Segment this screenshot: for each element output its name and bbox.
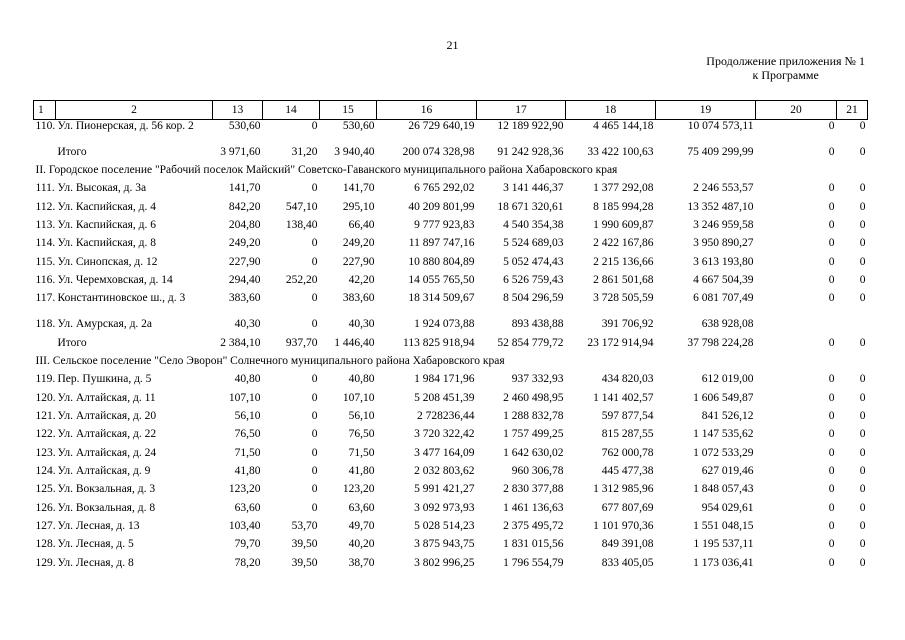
- row-number: 111.: [35, 182, 55, 195]
- value-cell: 530,60: [228, 120, 261, 132]
- row-number: 122.: [35, 428, 56, 441]
- appendix-caption: [706, 54, 865, 82]
- value-cell: 3 802 996,25: [414, 556, 475, 569]
- table-row: [34, 447, 868, 465]
- table-row: [34, 392, 868, 410]
- value-cell: 252,20: [285, 273, 318, 286]
- value-cell: 39,50: [291, 556, 318, 569]
- value-cell: 40,80: [348, 373, 375, 386]
- row-number: [34, 337, 56, 355]
- address-cell: Ул. Алтайская, д. 20: [57, 409, 157, 422]
- value-cell: 0: [859, 483, 866, 496]
- table-row: [34, 182, 868, 200]
- value-cell: 0: [828, 145, 835, 158]
- value-cell: 2 375 495,72: [503, 520, 564, 533]
- value-cell: 1 757 499,25: [503, 428, 564, 441]
- value-cell: 0: [859, 391, 866, 404]
- table-row: [34, 237, 868, 255]
- value-cell: 0: [828, 428, 835, 441]
- row-number: 117.: [35, 292, 56, 305]
- value-cell: 1 642 630,02: [503, 446, 564, 459]
- value-cell: 0: [311, 409, 318, 422]
- value-cell: 0: [311, 318, 318, 331]
- value-cell: 8 504 296,59: [503, 292, 564, 305]
- value-cell: 107,10: [228, 391, 261, 404]
- value-cell: 5 028 514,23: [414, 520, 475, 533]
- value-cell: 3 950 890,27: [693, 237, 754, 250]
- value-cell: 6 765 292,02: [414, 182, 475, 195]
- row-number: 127.: [35, 520, 56, 533]
- table-row: [34, 557, 868, 575]
- address-cell: Ул. Каспийская, д. 4: [57, 200, 157, 213]
- value-cell: 123,20: [228, 483, 261, 496]
- section-title: III. Сельское поселение "Село Эворон" Солнечного муниципального района Хабаровского края: [35, 354, 505, 367]
- value-cell: 1 312 985,96: [593, 483, 654, 496]
- table-row: [34, 538, 868, 556]
- value-cell: 0: [859, 520, 866, 533]
- value-cell: 63,60: [348, 501, 375, 514]
- value-cell: 123,20: [342, 483, 375, 496]
- table-row: [34, 410, 868, 428]
- value-cell: 294,40: [228, 273, 261, 286]
- value-cell: 0: [859, 237, 866, 250]
- value-cell: 0: [828, 120, 835, 132]
- value-cell: 383,60: [228, 292, 261, 305]
- row-number: 113.: [35, 218, 56, 231]
- address-cell: Ул. Высокая, д. 3а: [57, 182, 147, 195]
- value-cell: 0: [828, 255, 835, 268]
- column-header: 17: [477, 101, 566, 120]
- value-cell: 138,40: [285, 218, 318, 231]
- value-cell: 2 830 377,88: [503, 483, 564, 496]
- value-cell: 1 984 171,96: [414, 373, 475, 386]
- row-number: 124.: [35, 465, 56, 477]
- table-row: [34, 256, 868, 274]
- value-cell: 0: [859, 255, 866, 268]
- column-header: 16: [377, 101, 477, 120]
- value-cell: 0: [859, 336, 866, 349]
- value-cell: 40,20: [348, 538, 375, 551]
- page-number: 21: [446, 38, 459, 52]
- value-cell: 530,60: [342, 120, 375, 132]
- value-cell: 13 352 487,10: [687, 200, 754, 213]
- value-cell: 1 173 036,41: [693, 556, 754, 569]
- value-cell: 41,80: [348, 465, 375, 477]
- value-cell: 10 074 573,11: [687, 120, 754, 132]
- section-row: [34, 164, 868, 182]
- value-cell: 3 720 322,42: [414, 428, 475, 441]
- value-cell: 11 897 747,16: [408, 237, 475, 250]
- table-header-row: [34, 101, 868, 120]
- value-cell: 0: [828, 182, 835, 195]
- value-cell: 1 990 609,87: [593, 218, 654, 231]
- value-cell: 4 465 144,18: [593, 120, 654, 132]
- value-cell: 78,20: [234, 556, 261, 569]
- value-cell: 2 032 803,62: [414, 465, 475, 477]
- address-cell: Ул. Алтайская, д. 11: [57, 391, 156, 404]
- value-cell: 3 613 193,80: [693, 255, 754, 268]
- value-cell: 0: [828, 409, 835, 422]
- value-cell: 227,90: [342, 255, 375, 268]
- address-cell: Ул. Пионерская, д. 56 кор. 2: [57, 120, 194, 132]
- table-row: [34, 483, 868, 501]
- row-number: 125.: [35, 483, 56, 496]
- value-cell: 38,70: [348, 556, 375, 569]
- value-cell: 66,40: [348, 218, 375, 231]
- row-number: 119.: [35, 373, 56, 386]
- value-cell: 40,80: [234, 373, 261, 386]
- value-cell: 2 460 498,95: [503, 391, 564, 404]
- value-cell: 0: [859, 182, 866, 195]
- value-cell: 0: [859, 273, 866, 286]
- row-number: [34, 146, 56, 164]
- column-header: 19: [656, 101, 756, 120]
- value-cell: 1 606 549,87: [693, 391, 754, 404]
- value-cell: 33 422 100,63: [587, 145, 654, 158]
- value-cell: 0: [859, 428, 866, 441]
- row-number: 128.: [35, 538, 56, 551]
- value-cell: 1 924 073,88: [414, 318, 475, 331]
- value-cell: 76,50: [234, 428, 261, 441]
- value-cell: 49,70: [348, 520, 375, 533]
- value-cell: 849 391,08: [601, 538, 654, 551]
- value-cell: 1 848 057,43: [693, 483, 754, 496]
- value-cell: 26 729 640,19: [408, 120, 475, 132]
- value-cell: 3 477 164,09: [414, 446, 475, 459]
- address-cell: Ул. Каспийская, д. 8: [57, 237, 157, 250]
- value-cell: 79,70: [234, 538, 261, 551]
- value-cell: 937,70: [285, 336, 318, 349]
- column-header: 18: [566, 101, 656, 120]
- value-cell: 1 551 048,15: [693, 520, 754, 533]
- value-cell: 295,10: [342, 200, 375, 213]
- value-cell: 0: [311, 465, 318, 477]
- row-number: 115.: [35, 255, 56, 268]
- value-cell: 445 477,38: [601, 465, 654, 477]
- value-cell: 0: [311, 483, 318, 496]
- program-table: [33, 100, 868, 575]
- table-row: [34, 219, 868, 237]
- address-cell: Ул. Черемховская, д. 14: [57, 273, 173, 286]
- section-row: [34, 355, 868, 373]
- value-cell: 2 384,10: [220, 336, 261, 349]
- value-cell: 8 185 994,28: [593, 200, 654, 213]
- address-cell: Ул. Вокзальная, д. 3: [57, 483, 156, 496]
- value-cell: 0: [859, 465, 866, 477]
- value-cell: 0: [828, 292, 835, 305]
- value-cell: 0: [311, 446, 318, 459]
- value-cell: 23 172 914,94: [587, 336, 654, 349]
- value-cell: 0: [828, 373, 835, 386]
- value-cell: 841 526,12: [701, 409, 754, 422]
- value-cell: 0: [859, 200, 866, 213]
- value-cell: 37 798 224,28: [687, 336, 754, 349]
- value-cell: 200 074 328,98: [402, 145, 475, 158]
- value-cell: 547,10: [285, 200, 318, 213]
- value-cell: 0: [859, 538, 866, 551]
- address-cell: Пер. Пушкина, д. 5: [57, 373, 152, 386]
- value-cell: 434 820,03: [601, 373, 654, 386]
- value-cell: 141,70: [342, 182, 375, 195]
- table-row: [34, 292, 868, 318]
- row-number: 118.: [35, 318, 56, 331]
- appendix-caption-line-1: Продолжение приложения № 1: [706, 54, 865, 68]
- value-cell: 53,70: [291, 520, 318, 533]
- value-cell: 1 461 136,63: [503, 501, 564, 514]
- value-cell: 76,50: [348, 428, 375, 441]
- value-cell: 10 880 804,89: [408, 255, 475, 268]
- value-cell: 3 092 973,93: [414, 501, 475, 514]
- section-title: II. Городское поселение "Рабочий поселок Майский" Советско-Гаванского муниципального района Хабаровского края: [35, 163, 618, 176]
- value-cell: 5 991 421,27: [414, 483, 475, 496]
- address-cell: Ул. Лесная, д. 8: [57, 556, 134, 569]
- value-cell: 0: [311, 292, 318, 305]
- value-cell: 0: [828, 538, 835, 551]
- value-cell: 40,30: [348, 318, 375, 331]
- value-cell: 0: [828, 483, 835, 496]
- address-cell: Ул. Вокзальная, д. 8: [57, 501, 156, 514]
- value-cell: 71,50: [348, 446, 375, 459]
- value-cell: 762 000,78: [601, 446, 654, 459]
- value-cell: 42,20: [348, 273, 375, 286]
- value-cell: 1 446,40: [334, 336, 375, 349]
- value-cell: 391 706,92: [601, 318, 654, 331]
- value-cell: 0: [828, 501, 835, 514]
- value-cell: 0: [828, 556, 835, 569]
- value-cell: 4 667 504,39: [693, 273, 754, 286]
- table-row: [34, 428, 868, 446]
- value-cell: 0: [859, 409, 866, 422]
- value-cell: 3 940,40: [334, 145, 375, 158]
- value-cell: 1 101 970,36: [593, 520, 654, 533]
- value-cell: 3 141 446,37: [503, 182, 564, 195]
- value-cell: 833 405,05: [601, 556, 654, 569]
- value-cell: 612 019,00: [701, 373, 754, 386]
- value-cell: 0: [311, 255, 318, 268]
- value-cell: 0: [859, 556, 866, 569]
- value-cell: 14 055 765,50: [408, 273, 475, 286]
- value-cell: 597 877,54: [601, 409, 654, 422]
- value-cell: 41,80: [234, 465, 261, 477]
- row-number: 126.: [35, 501, 56, 514]
- value-cell: 0: [311, 391, 318, 404]
- value-cell: [837, 318, 868, 336]
- value-cell: 0: [828, 218, 835, 231]
- value-cell: 677 807,69: [601, 501, 654, 514]
- address-cell: Ул. Каспийская, д. 6: [57, 218, 157, 231]
- value-cell: 0: [859, 446, 866, 459]
- column-header: 15: [320, 101, 377, 120]
- value-cell: 3 246 959,58: [693, 218, 754, 231]
- value-cell: 39,50: [291, 538, 318, 551]
- value-cell: 638 928,08: [701, 318, 754, 331]
- value-cell: 91 242 928,36: [497, 145, 564, 158]
- value-cell: 960 306,78: [511, 465, 564, 477]
- total-label: Итого: [57, 336, 87, 349]
- value-cell: 1 147 535,62: [693, 428, 754, 441]
- value-cell: 0: [311, 373, 318, 386]
- value-cell: 1 831 015,56: [503, 538, 564, 551]
- value-cell: 103,40: [228, 520, 261, 533]
- value-cell: 0: [828, 391, 835, 404]
- value-cell: 2 246 553,57: [693, 182, 754, 195]
- value-cell: 0: [859, 501, 866, 514]
- value-cell: 0: [859, 373, 866, 386]
- value-cell: [756, 318, 837, 336]
- value-cell: 0: [828, 446, 835, 459]
- row-number: 123.: [35, 446, 56, 459]
- value-cell: 0: [311, 237, 318, 250]
- row-number: 120.: [35, 391, 56, 404]
- value-cell: 5 208 451,39: [414, 391, 475, 404]
- value-cell: 249,20: [342, 237, 375, 250]
- column-header: 14: [263, 101, 320, 120]
- value-cell: 6 526 759,43: [503, 273, 564, 286]
- table-row: [34, 520, 868, 538]
- column-header: 13: [213, 101, 263, 120]
- value-cell: 5 524 689,03: [503, 237, 564, 250]
- address-cell: Ул. Синопская, д. 12: [57, 255, 158, 268]
- value-cell: 2 728236,44: [417, 409, 475, 422]
- column-header: 20: [756, 101, 837, 120]
- column-header: 1: [34, 101, 56, 120]
- value-cell: 1 288 832,78: [503, 409, 564, 422]
- value-cell: 383,60: [342, 292, 375, 305]
- address-cell: Ул. Лесная, д. 13: [57, 520, 140, 533]
- column-header: 2: [56, 101, 213, 120]
- address-cell: Ул. Алтайская, д. 9: [57, 465, 151, 477]
- value-cell: 63,60: [234, 501, 261, 514]
- table-row: [34, 318, 868, 336]
- value-cell: 3 875 943,75: [414, 538, 475, 551]
- row-number: 110.: [35, 120, 56, 132]
- value-cell: 0: [859, 120, 866, 132]
- value-cell: 107,10: [342, 391, 375, 404]
- value-cell: 75 409 299,99: [687, 145, 754, 158]
- value-cell: 3 971,60: [220, 145, 261, 158]
- value-cell: 0: [828, 465, 835, 477]
- value-cell: 0: [828, 237, 835, 250]
- value-cell: 0: [828, 200, 835, 213]
- value-cell: 18 671 320,61: [497, 200, 564, 213]
- value-cell: 893 438,88: [511, 318, 564, 331]
- column-header: 21: [837, 101, 868, 120]
- table-row: [34, 201, 868, 219]
- value-cell: 40,30: [234, 318, 261, 331]
- table-row: [34, 502, 868, 520]
- value-cell: 141,70: [228, 182, 261, 195]
- value-cell: 2 861 501,68: [593, 273, 654, 286]
- table-body: [34, 120, 868, 576]
- row-number: 129.: [35, 556, 56, 569]
- address-cell: Ул. Лесная, д. 5: [57, 538, 134, 551]
- value-cell: 815 287,55: [601, 428, 654, 441]
- value-cell: 52 854 779,72: [497, 336, 564, 349]
- value-cell: 0: [311, 120, 318, 132]
- value-cell: 5 052 474,43: [503, 255, 564, 268]
- value-cell: 0: [311, 501, 318, 514]
- total-label: Итого: [57, 145, 87, 158]
- address-cell: Ул. Алтайская, д. 24: [57, 446, 157, 459]
- value-cell: 1 796 554,79: [503, 556, 564, 569]
- value-cell: 627 019,46: [701, 465, 754, 477]
- value-cell: 0: [828, 273, 835, 286]
- value-cell: 56,10: [348, 409, 375, 422]
- value-cell: 0: [859, 218, 866, 231]
- address-cell: Ул. Амурская, д. 2а: [57, 318, 153, 331]
- address-cell: Ул. Алтайская, д. 22: [57, 428, 157, 441]
- value-cell: 1 072 533,29: [693, 446, 754, 459]
- row-number: 112.: [35, 200, 56, 213]
- value-cell: 0: [859, 292, 866, 305]
- address-cell: Константиновское ш., д. 3: [57, 292, 186, 305]
- value-cell: 113 825 918,94: [403, 336, 475, 349]
- value-cell: 0: [828, 336, 835, 349]
- value-cell: 0: [828, 520, 835, 533]
- value-cell: 12 189 922,90: [497, 120, 564, 132]
- value-cell: 0: [859, 145, 866, 158]
- value-cell: 3 728 505,59: [593, 292, 654, 305]
- value-cell: 249,20: [228, 237, 261, 250]
- value-cell: 1 141 402,57: [593, 391, 654, 404]
- value-cell: 1 377 292,08: [593, 182, 654, 195]
- value-cell: 0: [311, 182, 318, 195]
- row-number: 121.: [35, 409, 56, 422]
- row-number: 114.: [35, 237, 56, 250]
- table-row: [34, 373, 868, 391]
- value-cell: 56,10: [234, 409, 261, 422]
- value-cell: 1 195 537,11: [693, 538, 754, 551]
- value-cell: 6 081 707,49: [693, 292, 754, 305]
- value-cell: 0: [311, 428, 318, 441]
- value-cell: 71,50: [234, 446, 261, 459]
- value-cell: 18 314 509,67: [408, 292, 475, 305]
- table-row: [34, 120, 868, 146]
- row-number: 116.: [35, 273, 56, 286]
- value-cell: 9 777 923,83: [414, 218, 475, 231]
- appendix-caption-line-2: к Программе: [752, 68, 819, 82]
- value-cell: 2 422 167,86: [593, 237, 654, 250]
- table-row: [34, 465, 868, 483]
- value-cell: 954 029,61: [701, 501, 754, 514]
- value-cell: 204,80: [228, 218, 261, 231]
- value-cell: 937 332,93: [511, 373, 564, 386]
- value-cell: 842,20: [228, 200, 261, 213]
- value-cell: 2 215 136,66: [593, 255, 654, 268]
- total-row: [34, 146, 868, 164]
- total-row: [34, 337, 868, 355]
- value-cell: 31,20: [291, 145, 318, 158]
- value-cell: 227,90: [228, 255, 261, 268]
- table-row: [34, 274, 868, 292]
- value-cell: 4 540 354,38: [503, 218, 564, 231]
- value-cell: 40 209 801,99: [408, 200, 475, 213]
